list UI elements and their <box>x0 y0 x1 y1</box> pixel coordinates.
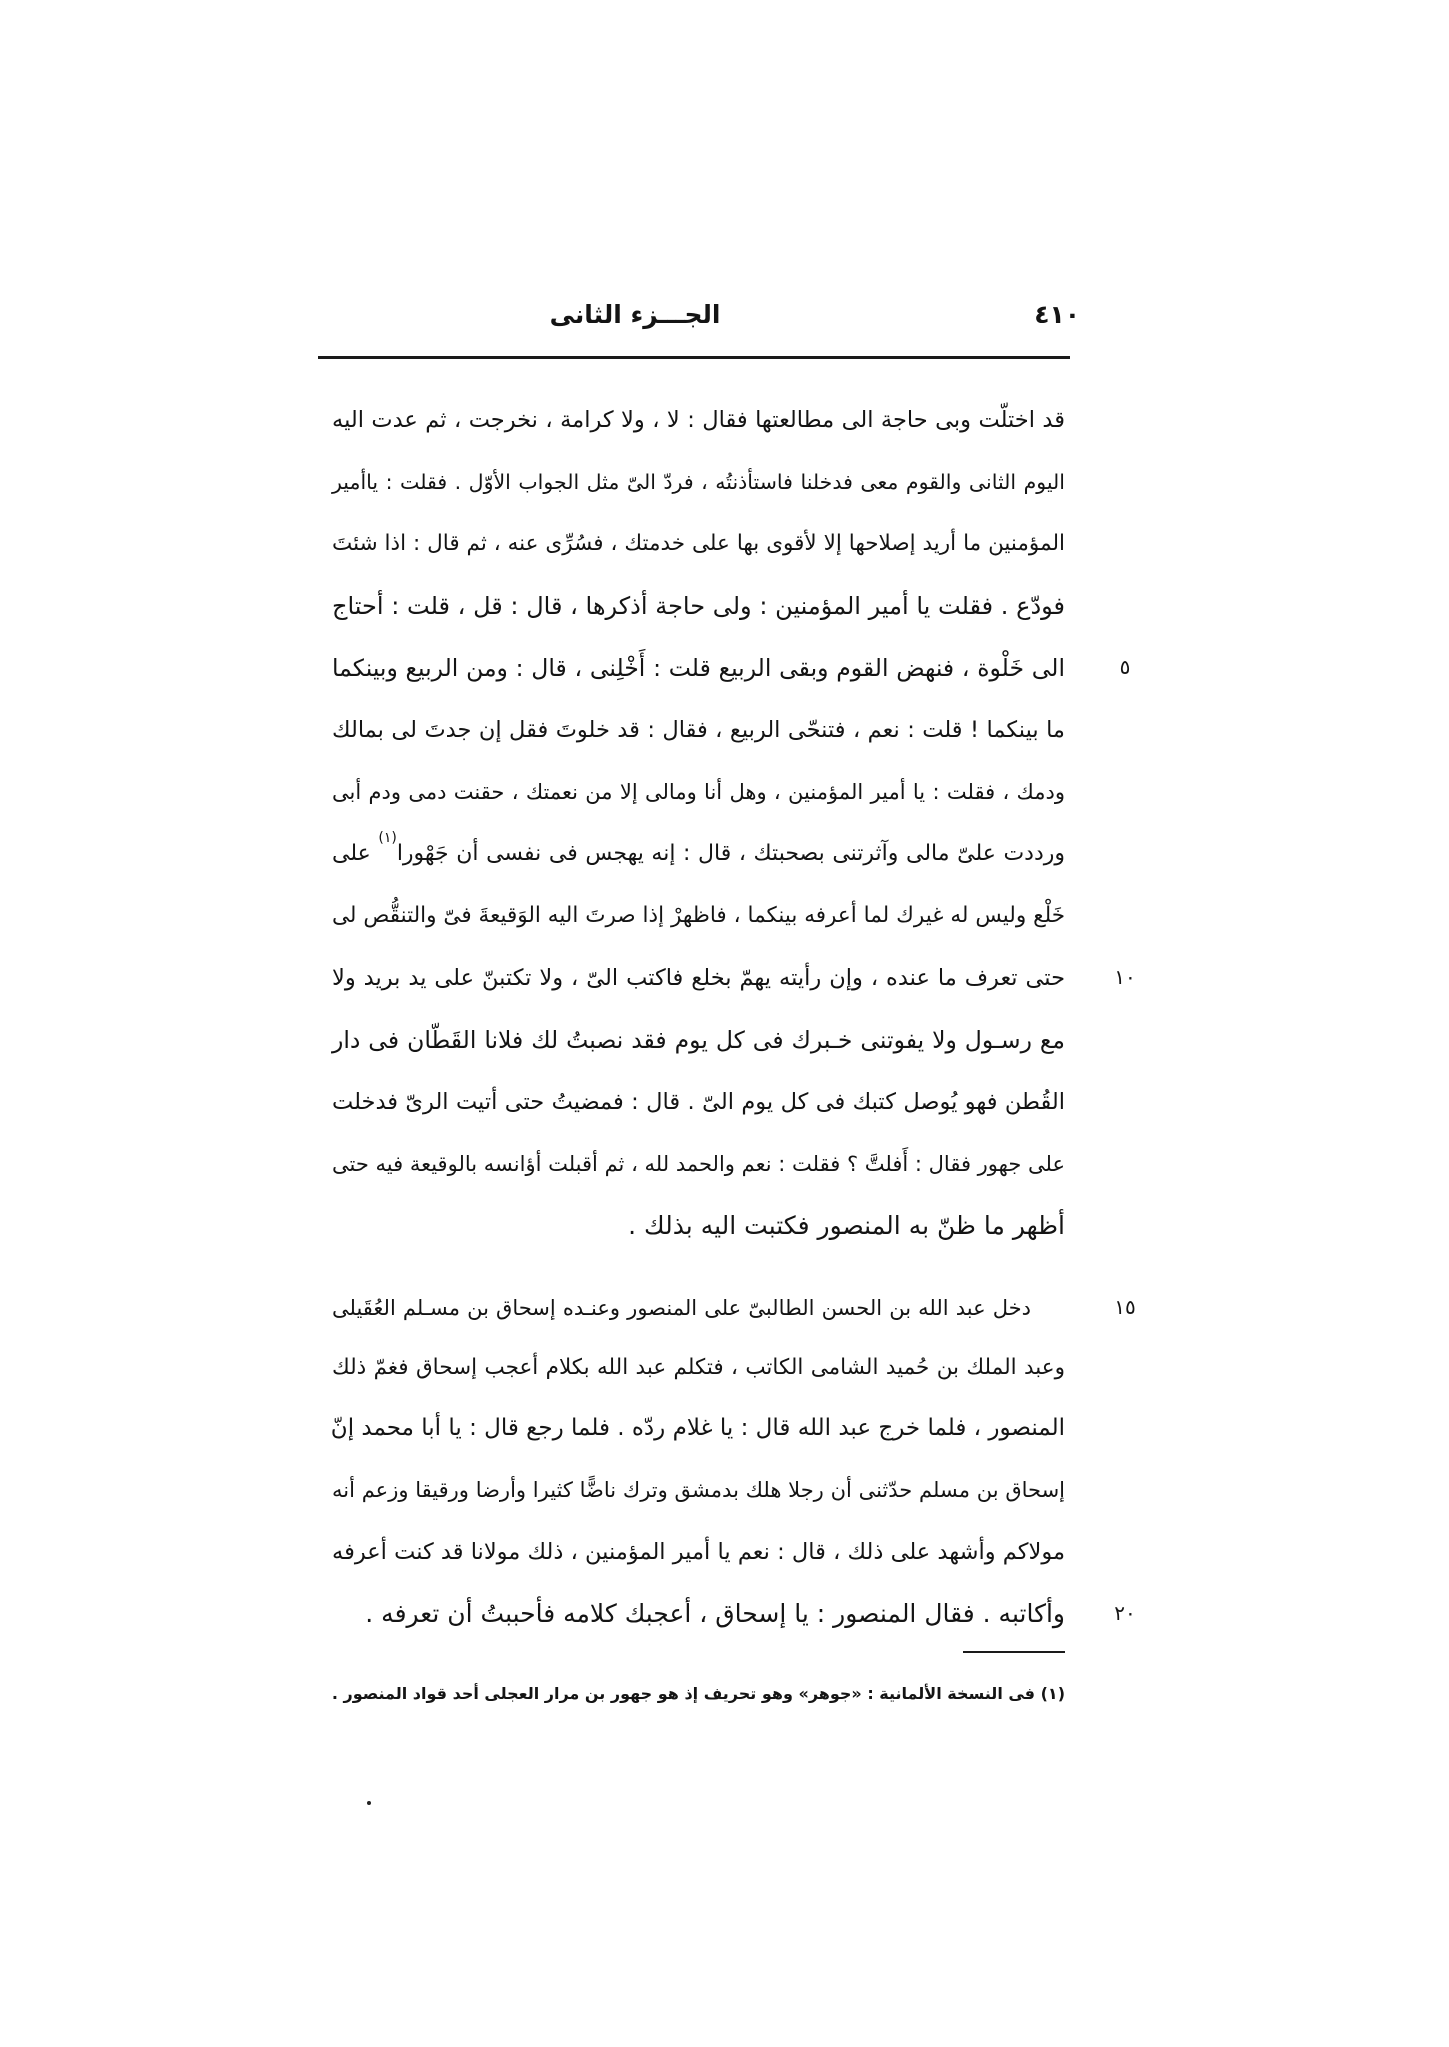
text-line: وعبد الملك بن حُميد الشامى الكاتب ، فتكلم عبد الله بكلام أعجب إسحاق فغمّ ذلك <box>332 1355 1065 1380</box>
line-number: ١٠ <box>1114 965 1136 989</box>
text-line: مع رسـول ولا يفوتنى خـبرك فى كل يوم فقد نصبتُ لك فلانا القَطّان فى دار <box>332 1026 1065 1054</box>
text-line: مولاكم وأشهد على ذلك ، قال : نعم يا أمير المؤمنين ، ذلك مولانا قد كنت أعرفه <box>332 1539 1065 1565</box>
text-line: على جهور فقال : أَفلتَّ ؟ فقلت : نعم والحمد لله ، ثم أقبلت أؤانسه بالوقيعة فيه حتى <box>332 1152 1065 1176</box>
footnote: (١) فى النسخة الألمانية : «جوهر» وهو تحريف إذ هو جهور بن مرار العجلى أحد قواد المنصور . <box>331 1684 1065 1703</box>
text-line-part: على <box>332 841 371 866</box>
text-line: القُطن فهو يُوصل كتبك فى كل يوم الىّ . قال : فمضيتُ حتى أتيت الرىّ فدخلت <box>332 1089 1065 1115</box>
text-line: اليوم الثانى والقوم معى فدخلنا فاستأذنتُه ، فردّ الىّ مثل الجواب الأوّل . فقلت : ياأمير <box>332 470 1065 494</box>
stray-mark <box>367 1801 371 1805</box>
footnote-ref: (١) <box>378 830 397 846</box>
text-line: خَلْع وليس له غيرك لما أعرفه بينكما ، فاظهرْ إذا صرتَ اليه الوَقيعةَ فىّ والتنقُّص لى <box>332 903 1065 928</box>
page-number: ٤١٠ <box>1034 300 1080 329</box>
text-line: أظهر ما ظنّ به المنصور فكتبت اليه بذلك . <box>628 1211 1065 1240</box>
text-line <box>332 832 1065 876</box>
text-line-part: ورددت علىّ مالى وآثرتنى بصحبتك ، قال : إنه يهجس فى نفسى أن جَهْورا <box>396 841 1065 866</box>
text-line: دخل عبد الله بن الحسن الطالبىّ على المنصور وعنـده إسحاق بن مسـلم العُقَيلى <box>332 1296 1031 1320</box>
text-line: الى خَلْوة ، فنهض القوم وبقى الربيع قلت : أَخْلِنى ، قال : ومن الربيع وبينكما <box>332 654 1065 682</box>
text-line: ما بينكما ! قلت : نعم ، فتنحّى الربيع ، فقال : قد خلوتَ فقل إن جدتَ لى بمالك <box>332 717 1065 743</box>
text-line: المؤمنين ما أريد إصلاحها إلا لأقوى بها على خدمتك ، فسُرِّى عنه ، ثم قال : اذا شئتَ <box>332 531 1065 556</box>
text-line: فودّع . فقلت يا أمير المؤمنين : ولى حاجة أذكرها ، قال : قل ، قلت : أحتاج <box>332 592 1065 620</box>
text-line: قد اختلّت وبى حاجة الى مطالعتها فقال : لا ، ولا كرامة ، نخرجت ، ثم عدت اليه <box>332 407 1065 433</box>
header-rule <box>318 356 1070 359</box>
line-number: ١٥ <box>1114 1295 1136 1319</box>
text-line: المنصور ، فلما خرج عبد الله قال : يا غلام ردّه . فلما رجع قال : يا أبا محمد إنّ <box>330 1415 1065 1441</box>
line-number: ٥ <box>1119 655 1131 679</box>
text-line: إسحاق بن مسلم حدّثنى أن رجلا هلك بدمشق وترك ناضًّا كثيرا وأرضا ورقيقا وزعم أنه <box>332 1478 1065 1502</box>
text-line: ودمك ، فقلت : يا أمير المؤمنين ، وهل أنا ومالى إلا من نعمتك ، حقنت دمى ودم أبى <box>332 780 1065 804</box>
header-title: الجـــزء الثانى <box>549 300 721 329</box>
text-line: حتى تعرف ما عنده ، وإن رأيته يهمّ بخلع فاكتب الىّ ، ولا تكتبنّ على يد بريد ولا <box>332 965 1065 991</box>
line-number: ٢٠ <box>1114 1601 1136 1625</box>
footnote-rule <box>963 1651 1065 1653</box>
text-line: وأكاتبه . فقال المنصور : يا إسحاق ، أعجبك كلامه فأحببتُ أن تعرفه . <box>365 1599 1065 1628</box>
